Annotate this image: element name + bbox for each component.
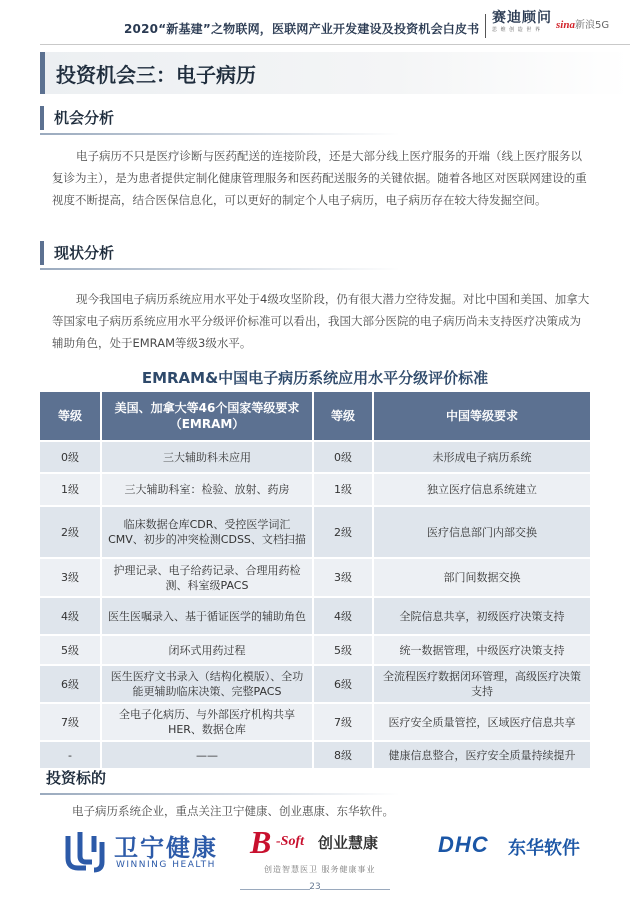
section-rule — [40, 268, 400, 270]
table-cell: 全院信息共享，初级医疗决策支持 — [374, 596, 590, 634]
table-cell: 医生医嘱录入、基于循证医学的辅助角色 — [102, 596, 314, 634]
status-paragraph: 现今我国电子病历系统应用水平处于4级攻坚阶段，仍有很大潜力空待发掘。对比中国和美国、加拿大等国家电子病历系统应用水平分级评价标准可以看出，我国大部分医院的电子病历尚未支持医疗决策成为辅助角色，处于EMRAM等级3级水平。 — [52, 292, 590, 350]
table-cell: 护理记录、电子给药记录、合理用药检测、科室级PACS — [102, 557, 314, 596]
emram-table — [40, 392, 590, 768]
table-cell: 统一数据管理，中级医疗决策支持 — [374, 634, 590, 664]
table-title: EMRAM&中国电子病历系统应用水平分级评价标准 — [141, 369, 489, 387]
table-cell: 全流程医疗数据闭环管理，高级医疗决策支持 — [374, 664, 590, 702]
page-number: 23 — [309, 882, 321, 892]
table-cell: 三大辅助科室：检验、放射、药房 — [102, 472, 314, 505]
section-targets — [40, 766, 630, 790]
table-cell: 临床数据仓库CDR、受控医学词汇CMV、初步的冲突检测CDSS、文档扫描 — [102, 505, 314, 557]
winning-health-mark-icon — [62, 828, 108, 874]
targets-paragraph: 电子病历系统企业，重点关注卫宁健康、创业惠康、东华软件。 — [72, 804, 394, 818]
section-title: 投资标的 — [46, 769, 107, 787]
header-cell-level-cn: 等级 — [314, 392, 374, 440]
table-cell: 1级 — [40, 472, 102, 505]
section-accent — [40, 106, 44, 130]
report-title: 2020“新基建”之物联网，医联网产业开发建设及投资机会白皮书 — [124, 22, 480, 36]
section-title: 现状分析 — [54, 244, 115, 262]
table-cell: 部门间数据交换 — [374, 557, 590, 596]
page-header — [0, 0, 630, 40]
table-row — [40, 596, 590, 634]
table-cell: 健康信息整合，医疗安全质量持续提升 — [374, 740, 590, 768]
opportunity-paragraph: 电子病历不只是医疗诊断与医药配送的连接阶段，还是大部分线上医疗服务的开端（线上医疗服务以复诊为主），是为患者提供定制化健康管理服务和医药配送服务的关键依据。随着各地区对医联网建设的重视度不断提高，结合医保信息化，可以更好的制定个人电子病历，电子病历存在较大待发掘空间。 — [52, 149, 587, 207]
table-cell: 7级 — [314, 702, 374, 740]
table-cell: 4级 — [314, 596, 374, 634]
header-cell-level-intl: 等级 — [40, 392, 102, 440]
dhc-en: DHC — [438, 832, 489, 857]
table-header-row — [40, 392, 590, 440]
header-cell-emram: 美国、加拿大等46个国家等级要求（EMRAM） — [102, 392, 314, 440]
table-cell: 全电子化病历、与外部医疗机构共享HER、数据仓库 — [102, 702, 314, 740]
table-cell: 6级 — [314, 664, 374, 702]
table-cell: 医疗安全质量管控，区域医疗信息共享 — [374, 702, 590, 740]
table-row — [40, 557, 590, 596]
section-opportunity — [40, 106, 630, 130]
ccid-logo-text: 赛迪顾问 — [492, 10, 552, 26]
header-divider — [485, 14, 486, 38]
bsoft-soft: -Soft — [276, 834, 304, 849]
table-cell: 3级 — [314, 557, 374, 596]
sina-logo — [556, 16, 609, 31]
dhc-cn: 东华软件 — [508, 838, 580, 859]
table-cell: 5级 — [40, 634, 102, 664]
table-cell: 4级 — [40, 596, 102, 634]
table-cell: - — [40, 740, 102, 768]
table-cell: 8级 — [314, 740, 374, 768]
table-cell: 2级 — [40, 505, 102, 557]
ccid-logo — [492, 10, 554, 33]
winning-health-en: WINNING HEALTH — [116, 860, 216, 870]
table-cell: 2级 — [314, 505, 374, 557]
company-logos — [40, 820, 600, 880]
table-row — [40, 505, 590, 557]
section-rule — [40, 793, 400, 795]
table-cell: 7级 — [40, 702, 102, 740]
winning-health-cn: 卫宁健康 — [114, 834, 218, 862]
page-title-accent — [40, 52, 45, 94]
bsoft-b: B — [250, 824, 272, 860]
table-cell: 1级 — [314, 472, 374, 505]
header-cell-china: 中国等级要求 — [374, 392, 590, 440]
section-accent — [40, 241, 44, 265]
table-row — [40, 634, 590, 664]
table-cell: 3级 — [40, 557, 102, 596]
bsoft-slogan: 创造智慧医卫 服务健康事业 — [264, 865, 376, 874]
table-row — [40, 472, 590, 505]
section-rule — [40, 133, 400, 135]
table-cell: 独立医疗信息系统建立 — [374, 472, 590, 505]
ccid-logo-slogan: 思 维 创 造 世 界 — [492, 27, 541, 33]
table-row — [40, 740, 590, 768]
bsoft-cn: 创业慧康 — [318, 834, 379, 852]
table-cell: 医疗信息部门内部交换 — [374, 505, 590, 557]
table-cell: 0级 — [314, 440, 374, 472]
section-status — [40, 241, 630, 265]
table-cell: 6级 — [40, 664, 102, 702]
header-rule — [40, 44, 630, 45]
table-cell: —— — [102, 740, 314, 768]
table-cell: 闭环式用药过程 — [102, 634, 314, 664]
table-row — [40, 440, 590, 472]
table-cell: 三大辅助科未应用 — [102, 440, 314, 472]
table-row — [40, 664, 590, 702]
sina-logo-text: sina — [556, 19, 575, 31]
table-cell: 医生医疗文书录入（结构化模版）、全功能更辅助临床决策、完整PACS — [102, 664, 314, 702]
section-title: 机会分析 — [54, 109, 115, 127]
table-cell: 0级 — [40, 440, 102, 472]
table-row — [40, 702, 590, 740]
table-cell: 5级 — [314, 634, 374, 664]
table-cell: 未形成电子病历系统 — [374, 440, 590, 472]
page-title: 投资机会三：电子病历 — [56, 63, 256, 87]
sina-5g-text: 新浪5G — [574, 20, 610, 31]
